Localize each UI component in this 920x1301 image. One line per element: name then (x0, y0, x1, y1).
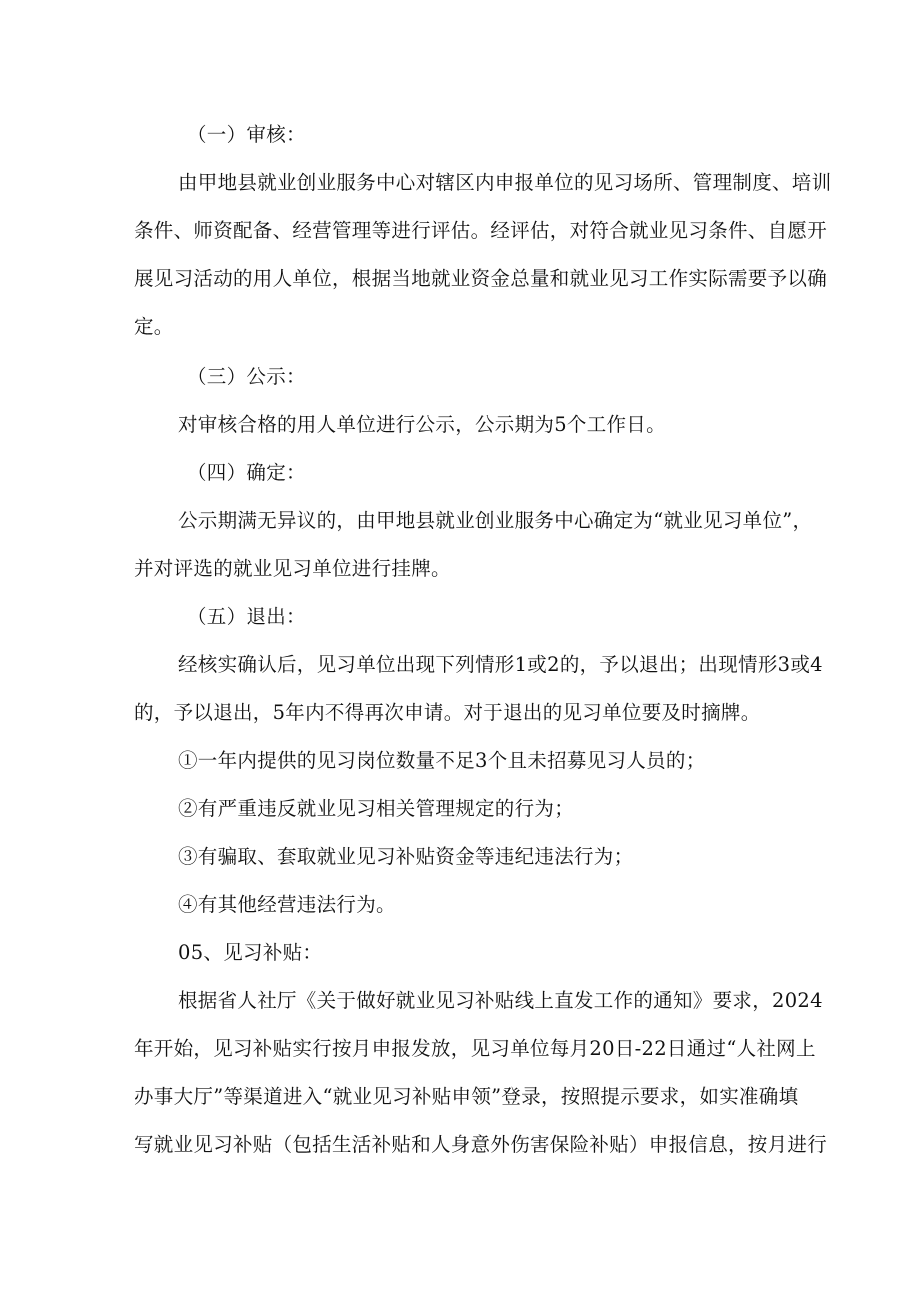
paragraph-line: 并对评选的就业见习单位进行挂牌。 (134, 557, 451, 580)
paragraph-line: 对审核合格的用人单位进行公示，公示期为5个工作日。 (178, 413, 666, 436)
paragraph-line: 由甲地县就业创业服务中心对辖区内申报单位的见习场所、管理制度、培训 (178, 171, 832, 194)
list-item: ②有严重违反就业见习相关管理规定的行为； (178, 797, 575, 820)
paragraph-line: 公示期满无异议的，由甲地县就业创业服务中心确定为“就业见习单位”， (178, 509, 813, 532)
paragraph-line: 写就业见习补贴（包括生活补贴和人身意外伤害保险补贴）申报信息，按月进行 (134, 1133, 828, 1156)
paragraph-line: 办事大厅”等渠道进入“就业见习补贴申领”登录，按照提示要求，如实准确填 (134, 1085, 799, 1108)
section-heading-exit: （五）退出： (187, 605, 306, 628)
paragraph-line: 条件、师资配备、经营管理等进行评估。经评估，对符合就业见习条件、自愿开 (134, 219, 828, 242)
section-heading-subsidy: 05、见习补贴： (178, 941, 323, 964)
paragraph-line: 的，予以退出，5年内不得再次申请。对于退出的见习单位要及时摘牌。 (134, 701, 761, 724)
list-item: ③有骗取、套取就业见习补贴资金等违纪违法行为； (178, 845, 634, 868)
section-heading-publicity: （三）公示： (187, 365, 306, 388)
paragraph-line: 年开始，见习补贴实行按月申报发放，见习单位每月20日-22日通过“人社网上 (134, 1037, 816, 1060)
paragraph-line: 展见习活动的用人单位，根据当地就业资金总量和就业见习工作实际需要予以确 (134, 267, 828, 290)
paragraph-line: 根据省人社厅《关于做好就业见习补贴线上直发工作的通知》要求，2024 (178, 989, 823, 1012)
list-item: ④有其他经营违法行为。 (178, 893, 396, 916)
list-item: ①一年内提供的见习岗位数量不足3个且未招募见习人员的； (178, 749, 706, 772)
paragraph-line: 定。 (134, 315, 174, 338)
paragraph-line: 经核实确认后，见习单位出现下列情形1或2的，予以退出；出现情形3或4 (178, 653, 823, 676)
section-heading-confirm: （四）确定： (187, 461, 306, 484)
section-heading-review: （一）审核： (187, 123, 306, 146)
